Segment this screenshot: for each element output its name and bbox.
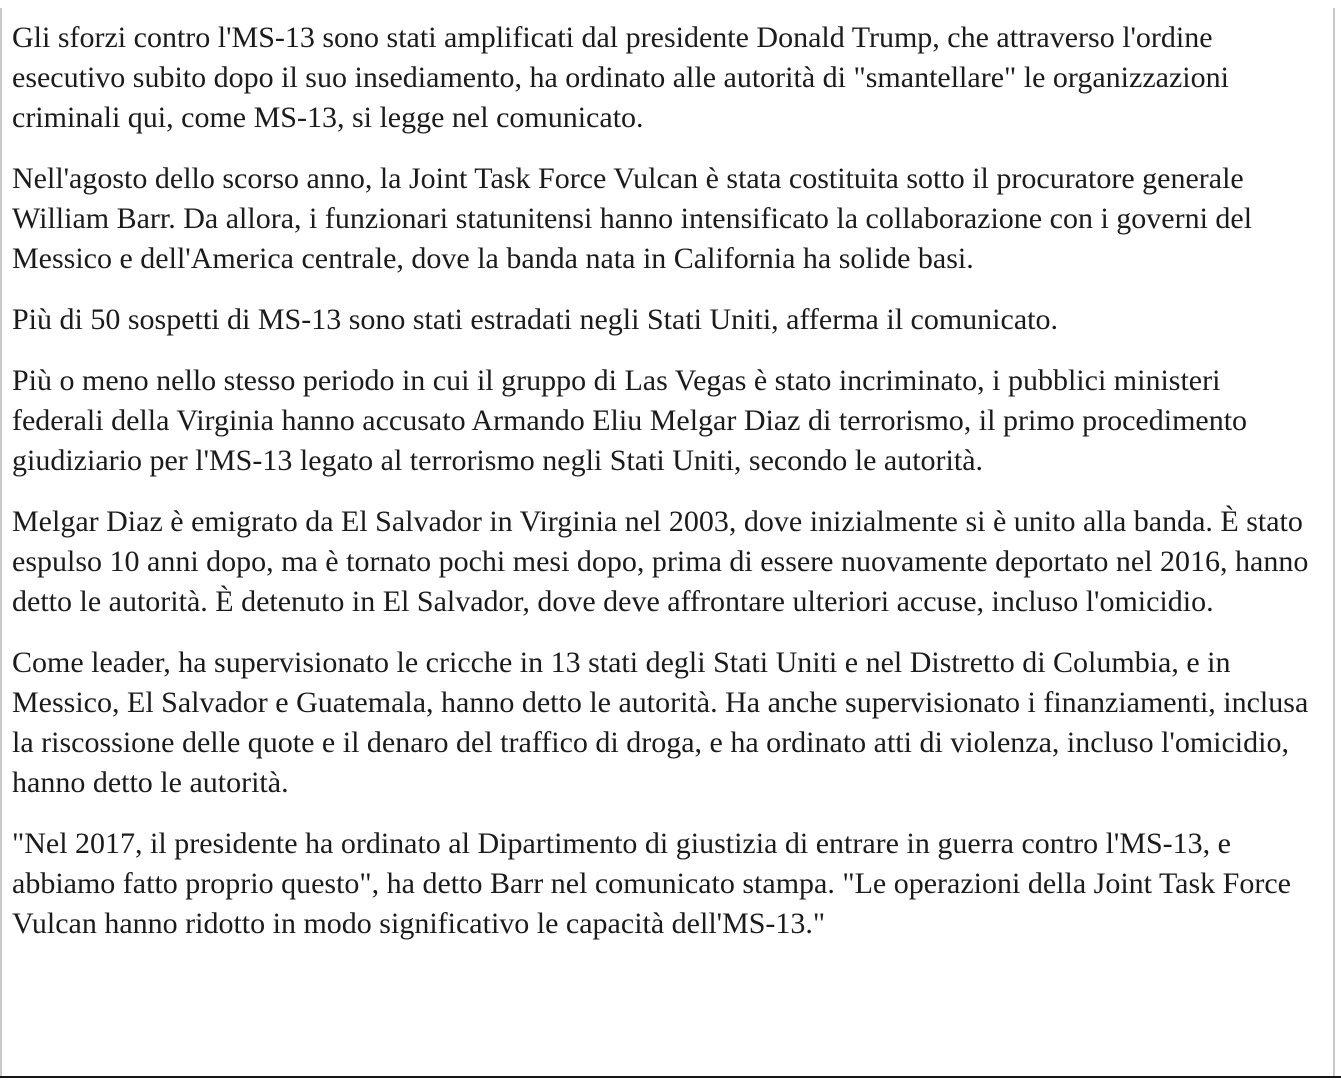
article-paragraph: Più di 50 sospetti di MS-13 sono stati estradati negli Stati Uniti, afferma il comunicato. <box>12 303 1058 336</box>
article-paragraph: Melgar Diaz è emigrato da El Salvador in Virginia nel 2003, dove inizialmente si è unito alla banda. È stato espulso 10 anni dopo, ma è tornato pochi mesi dopo, prima di essere nuovamente deportato nel 2016, hanno detto le autorità. È detenuto in El Salvador, dove deve affrontare ulteriori accuse, incluso l'omicidio. <box>12 505 1309 618</box>
article-paragraph: Come leader, ha supervisionato le cricche in 13 stati degli Stati Uniti e nel Distretto di Columbia, e in Messico, El Salvador e Guatemala, hanno detto le autorità. Ha anche supervisionato i finanziamenti, inclusa la riscossione delle quote e il denaro del traffico di droga, e ha ordinato atti di violenza, incluso l'omicidio, hanno detto le autorità. <box>12 646 1309 799</box>
article-paragraph: Nell'agosto dello scorso anno, la Joint Task Force Vulcan è stata costituita sotto il procuratore generale William Barr. Da allora, i funzionari statunitensi hanno intensificato la collaborazione con i governi del Messico e dell'America centrale, dove la banda nata in California ha solide basi. <box>12 162 1253 275</box>
article-paragraph: "Nel 2017, il presidente ha ordinato al Dipartimento di giustizia di entrare in guerra contro l'MS-13, e abbiamo fatto proprio questo", ha detto Barr nel comunicato stampa. "Le operazioni della Joint Task Force Vulcan hanno ridotto in modo significativo le capacità dell'MS-13." <box>12 827 1291 940</box>
article-body <box>0 8 1335 1076</box>
article-paragraph: Più o meno nello stesso periodo in cui il gruppo di Las Vegas è stato incriminato, i pubblici ministeri federali della Virginia hanno accusato Armando Eliu Melgar Diaz di terrorismo, il primo procedimento giudiziario per l'MS-13 legato al terrorismo negli Stati Uniti, secondo le autorità. <box>12 364 1248 477</box>
article-paragraph: Gli sforzi contro l'MS-13 sono stati amplificati dal presidente Donald Trump, che attraverso l'ordine esecutivo subito dopo il suo insediamento, ha ordinato alle autorità di "smantellare" le organizzazioni criminali qui, come MS-13, si legge nel comunicato. <box>12 21 1229 134</box>
bottom-divider <box>0 1076 1341 1078</box>
